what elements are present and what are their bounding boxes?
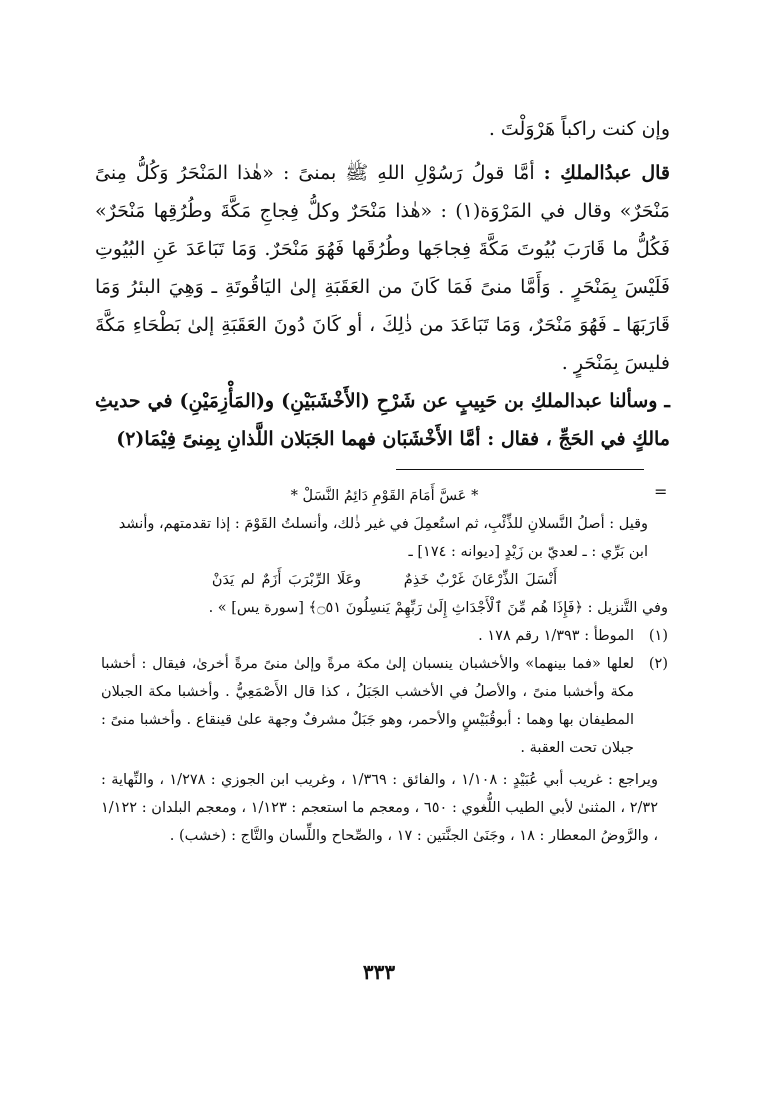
page-number: ٣٣٣ xyxy=(362,960,396,984)
footnote-number: (٢) xyxy=(648,656,668,672)
note-line: وقيل : أصلُ النَّسلانِ للذِّئْبِ، ثم استُعمِلَ في غير ذٰلك، وأنسلتُ القَوْمَ : إذا تقدمتهم، وأنشد ابن بَرِّي : ـ لعديّ بن زَيْدٍ [ديوانه : ١٧٤] ـ xyxy=(118,516,648,560)
poetry-hemistich: * عَسَّ أَمَامَ القَوْمِ دَائِمُ النَّسَلْ * xyxy=(290,488,479,504)
paragraph-3: ـ وسألنا عبدالملكِ بن حَبِيبٍ عن شَرْحِ (الأَخْشَبَيْنِ) و(المَأْزِمَيْنِ) في حديثِ مالكٍ في الحَجِّ ، فقال : أمَّا الأَخْشَبَان فهما الجَبَلان اللَّذانِ بِمِنىً فِيْمَا(٢) xyxy=(95,390,670,450)
paragraph-2-text: أمَّا قولُ رَسُوْلِ اللهِ ﷺ بمنىً : «هٰذا المَنْحَرُ وَكُلُّ مِنىً مَنْحَرٌ» وقال في المَرْوَة(١) : «هٰذا مَنْحَرٌ وكلُّ فِجاجِ مَكَّةَ وطُرُقِها مَنْحَرٌ» فَكُلُّ ما قَارَبَ بُيُوتَ مَكَّةَ فِجاجَها وطُرُقَها فَهُوَ مَنْحَرٌ. وَمَا تَبَاعَدَ عَنِ البُيُوتِ فَلَيْسَ بِمَنْحَرٍ . وَأَمَّا منىً فَمَا كَانَ من العَقَبَةِ إلىٰ اليَاقُوتَةِ ـ وَهِيَ البئرُ وَمَا قَارَبَهَا ـ فَهُوَ مَنْحَرٌ، وَمَا تَبَاعَدَ من ذٰلِكَ ، أو كَانَ دُونَ العَقَبَةِ إلىٰ بَطْحَاءِ مَكَّةَ فليسَ بِمَنْحَرٍ . xyxy=(95,162,670,374)
footnote-number: (١) xyxy=(648,628,668,644)
footnote-text: الموطأ : ١/٣٩٣ رقم ١٧٨ . xyxy=(478,628,634,644)
footnote-2 xyxy=(101,650,668,762)
paragraph-2 xyxy=(95,154,670,382)
main-text xyxy=(95,110,670,458)
verse-line xyxy=(101,566,668,594)
verse-first-half: أَنْسَلَ الذِّرْعَانَ غَرْبٌ خَذِمٌ xyxy=(403,572,558,588)
references: ويراجع : غريب أبي عُبَيْدٍ : ١/١٠٨ ، والفائق : ١/٣٦٩ ، وغريب ابن الجوزي : ١/٢٧٨ ، والنِّهاية : ٢/٣٢ ، المثنىٰ لأبي الطيب اللُّغوي : ٦٥٠ ، ومعجم ما استعجم : ١/١٢٣ ، ومعجم البلدان : ١/١٢٢ ، والرَّوضُ المعطار : ١٨ ، وجَنَىٰ الجنَّتين : ١٧ ، والصِّحاح واللِّسان والتَّاج : (خشب) . xyxy=(101,772,658,844)
paragraph-1: وإن كنت راكباً هَرْوَلْتَ . xyxy=(488,118,670,140)
footnote-text: لعلها «فما بينهما» والأخشبان ينسبان إلىٰ مكة مرةً وإلىٰ منىً مرةً أخرىٰ، فيقال : أخشبا مكة وأخشبا منىً ، والأصلُ في الأخشب الجَبَلُ ، كذا قال الأَصْمَعِيُّ . وأخشبا مكة الجبلان المطيفان بها وهما : أبوقُبَيْسٍ والأحمر، وهو جَبَلٌ مشرفٌ وجهة علىٰ قينقاع . وأخشبا منىً : جبلان تحت العقبة . xyxy=(101,656,634,756)
speaker-label: قال عبدُالملكِ : xyxy=(543,162,670,184)
footnote-separator xyxy=(396,469,644,470)
footnote-1 xyxy=(101,622,668,650)
quran-citation: وفي التَّنزيل : ﴿فَإِذَا هُم مِّنَ ٱلْأَجْدَاثِ إِلَىٰ رَبِّهِمْ يَنسِلُونَ ۝٥١﴾ [سورة يس] » . xyxy=(208,600,668,616)
verse-second-half: وعَلَا الرِّبْرَبَ أَزَمٌ لم يَدَنْ xyxy=(211,572,362,588)
footnotes xyxy=(101,482,668,850)
continuation-mark: = xyxy=(654,482,668,501)
